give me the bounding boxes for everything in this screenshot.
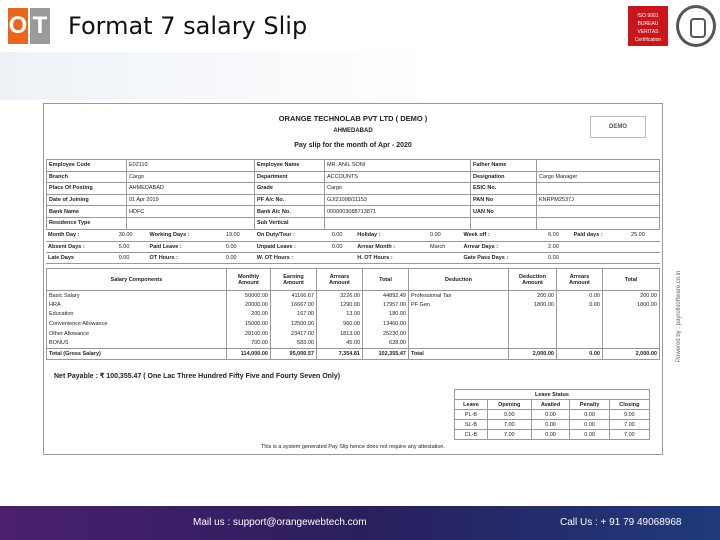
attendance-value: 2.00 <box>546 241 572 252</box>
salary-cell: 25230.00 <box>363 329 409 339</box>
attendance-value: 0.00 <box>224 241 255 252</box>
salary-cell: 180.00 <box>363 310 409 320</box>
info-value: 01 Apr 2019 <box>127 194 255 206</box>
salary-cell <box>557 310 603 320</box>
attendance-label: Arrear Days : <box>462 241 547 252</box>
system-generated-note: This is a system generated Pay Slip hence does not require any attestation. <box>260 444 446 450</box>
info-value <box>537 160 660 172</box>
salary-cell: 200.00 <box>227 310 271 320</box>
salary-cell: 628.00 <box>363 338 409 348</box>
attendance-row <box>46 230 660 241</box>
salary-total-cell: 0.00 <box>557 348 603 359</box>
attendance-label: OT Hours : <box>148 252 224 263</box>
leave-cell: 0.00 <box>531 410 570 420</box>
salary-cell: 700.00 <box>227 338 271 348</box>
attendance-value: 25.00 <box>629 230 660 241</box>
attendance-value <box>428 252 462 263</box>
info-label: Date of Joining <box>47 194 127 206</box>
salary-cell: 167.00 <box>271 310 317 320</box>
salary-cell: 960.00 <box>317 319 363 329</box>
phone-contact: Call Us : + 91 79 49068968 <box>560 517 682 528</box>
info-label <box>471 217 537 229</box>
salary-cell: Professional Tax <box>409 291 509 301</box>
leave-status-table <box>454 389 650 440</box>
salary-cell: 1800.00 <box>603 300 660 310</box>
company-logo <box>8 8 50 44</box>
leave-column-header: Opening <box>487 400 531 410</box>
info-label: Designation <box>471 171 537 183</box>
salary-cell: 583.00 <box>271 338 317 348</box>
info-value: GJ/21098/11153 <box>325 194 471 206</box>
salary-cell: 12500.00 <box>271 319 317 329</box>
salary-total-row <box>47 348 660 359</box>
salary-cell: 0.00 <box>557 291 603 301</box>
info-value <box>325 217 471 229</box>
salary-total-cell: Total (Gross Salary) <box>47 348 227 359</box>
salary-table <box>46 268 660 360</box>
leave-column-header: Leave <box>455 400 488 410</box>
salary-cell <box>409 310 509 320</box>
leave-row <box>455 420 650 430</box>
leave-row <box>455 430 650 440</box>
attendance-value <box>330 252 356 263</box>
bureau-veritas-seal-icon <box>676 5 716 47</box>
salary-column-header: Arrears Amount <box>317 269 363 291</box>
info-row <box>47 160 660 172</box>
salary-cell: 23417.00 <box>271 329 317 339</box>
info-value <box>537 217 660 229</box>
salary-cell: Education <box>47 310 227 320</box>
info-label: UAN No <box>471 206 537 218</box>
leave-cell: SL-B <box>455 420 488 430</box>
attendance-label <box>572 241 629 252</box>
salary-column-header: Deduction <box>409 269 509 291</box>
leave-cell: CL-B <box>455 430 488 440</box>
salary-cell: 20000.00 <box>227 300 271 310</box>
attendance-value: 0.00 <box>330 241 356 252</box>
attendance-value: 0.00 <box>224 252 255 263</box>
attendance-label: W. OT Hours : <box>255 252 330 263</box>
contact-bar <box>0 506 720 540</box>
attendance-label: Unpaid Leave : <box>255 241 330 252</box>
info-label: Branch <box>47 171 127 183</box>
info-value: ACCOUNTS <box>325 171 471 183</box>
attendance-value: 0.00 <box>428 230 462 241</box>
salary-cell: 1800.00 <box>509 300 557 310</box>
info-value: Cargo <box>127 171 255 183</box>
salary-cell <box>603 319 660 329</box>
info-value: MR. ANIL SONI <box>325 160 471 172</box>
salary-total-cell: Total <box>409 348 509 359</box>
leave-cell: 0.00 <box>570 410 609 420</box>
leave-cell: 9.00 <box>487 410 531 420</box>
salary-cell: 13.00 <box>317 310 363 320</box>
salary-cell: Other Allowance <box>47 329 227 339</box>
info-value: Cargo <box>325 183 471 195</box>
company-name: ORANGE TECHNOLAB PVT LTD ( DEMO ) <box>278 114 428 123</box>
info-value: KNRPM2537J <box>537 194 660 206</box>
info-row <box>47 194 660 206</box>
salary-cell: 0.00 <box>557 300 603 310</box>
attendance-value: 0.00 <box>546 252 572 263</box>
salary-column-header: Monthly Amount <box>227 269 271 291</box>
salary-cell: 13460.00 <box>363 319 409 329</box>
info-row <box>47 183 660 195</box>
leave-cell: 7.00 <box>609 420 649 430</box>
info-value: E02110 <box>127 160 255 172</box>
salary-cell: 45.00 <box>317 338 363 348</box>
salary-cell: 28100.00 <box>227 329 271 339</box>
salary-cell: 15000.00 <box>227 319 271 329</box>
slip-month-title: Pay slip for the month of Apr - 2020 <box>294 142 412 149</box>
leave-row <box>455 410 650 420</box>
salary-column-header: Total <box>363 269 409 291</box>
leave-status-title: Leave Status <box>455 390 650 400</box>
salary-total-cell: 102,355.47 <box>363 348 409 359</box>
attendance-value <box>629 241 660 252</box>
attendance-label: Paid days : <box>572 230 629 241</box>
salary-cell: Basic Salary <box>47 291 227 301</box>
attendance-table <box>46 230 660 264</box>
leave-cell: 0.00 <box>531 430 570 440</box>
salary-cell <box>509 319 557 329</box>
header <box>0 0 720 52</box>
info-label: Bank Name <box>47 206 127 218</box>
salary-total-cell: 2,000.00 <box>603 348 660 359</box>
mail-contact: Mail us : support@orangewebtech.com <box>193 517 367 528</box>
leave-cell: 0.00 <box>570 430 609 440</box>
attendance-value <box>629 252 660 263</box>
leave-column-header: Penalty <box>570 400 609 410</box>
attendance-value: 19.00 <box>224 230 255 241</box>
salary-cell: BONUS <box>47 338 227 348</box>
salary-cell: 44892.49 <box>363 291 409 301</box>
attendance-row <box>46 252 660 263</box>
attendance-value: 30.00 <box>117 230 148 241</box>
attendance-label: Month Day : <box>46 230 117 241</box>
salary-cell: 200.00 <box>603 291 660 301</box>
leave-cell: 7.00 <box>487 420 531 430</box>
leave-cell: 0.00 <box>570 420 609 430</box>
attendance-value: 5.00 <box>117 241 148 252</box>
salary-cell <box>509 338 557 348</box>
slip-logo: DEMO <box>590 116 646 138</box>
attendance-label: On Duty/Tour : <box>255 230 330 241</box>
attendance-label: H. OT Hours : <box>355 252 428 263</box>
info-label: Father Name <box>471 160 537 172</box>
info-label: Place Of Posting <box>47 183 127 195</box>
salary-cell <box>509 329 557 339</box>
attendance-label: Week off : <box>462 230 547 241</box>
salary-cell <box>409 338 509 348</box>
salary-cell: HRA <box>47 300 227 310</box>
attendance-label: Absent Days : <box>46 241 117 252</box>
salary-total-cell: 7,354.81 <box>317 348 363 359</box>
logo-letter-o: O <box>8 8 28 44</box>
info-value <box>537 206 660 218</box>
salary-cell <box>409 319 509 329</box>
attendance-value: March <box>428 241 462 252</box>
attendance-label: Arrear Month : <box>355 241 428 252</box>
info-value: HDFC <box>127 206 255 218</box>
salary-column-header: Arrears Amount <box>557 269 603 291</box>
company-city: AHMEDABAD <box>333 128 373 134</box>
info-label: Bank A/c No. <box>255 206 325 218</box>
salary-cell: 17957.00 <box>363 300 409 310</box>
leave-cell: 9.00 <box>609 410 649 420</box>
info-label: Employee Name <box>255 160 325 172</box>
info-row <box>47 217 660 229</box>
info-value: AHMEDABAD <box>127 183 255 195</box>
leave-column-header: Closing <box>609 400 649 410</box>
net-payable: Net Payable : ₹ 100,355.47 ( One Lac Three Hundred Fifty Five and Fourty Seven Only) <box>54 373 341 380</box>
salary-total-cell: 114,000.00 <box>227 348 271 359</box>
salary-row <box>47 338 660 348</box>
info-label: Residence Type <box>47 217 127 229</box>
salary-cell: 1290.00 <box>317 300 363 310</box>
info-value <box>537 183 660 195</box>
salary-cell <box>603 338 660 348</box>
salary-cell <box>603 329 660 339</box>
salary-row <box>47 319 660 329</box>
salary-cell <box>557 338 603 348</box>
salary-cell <box>557 319 603 329</box>
salary-column-header: Total <box>603 269 660 291</box>
attendance-label <box>572 252 629 263</box>
salary-row <box>47 329 660 339</box>
info-value: Cargo Manager <box>537 171 660 183</box>
salary-cell <box>509 310 557 320</box>
salary-total-cell: 95,000.57 <box>271 348 317 359</box>
info-label: Employee Code <box>47 160 127 172</box>
decorative-band <box>0 52 720 100</box>
salary-total-cell: 2,000.00 <box>509 348 557 359</box>
attendance-row <box>46 241 660 252</box>
leave-cell: PL-B <box>455 410 488 420</box>
info-label: PF A/c No. <box>255 194 325 206</box>
leave-cell: 7.00 <box>609 430 649 440</box>
attendance-label: Gate Pass Days : <box>462 252 547 263</box>
info-label: Department <box>255 171 325 183</box>
salary-row <box>47 310 660 320</box>
page-title: Format 7 salary Slip <box>68 12 308 40</box>
employee-info-table <box>46 159 660 230</box>
powered-by-note: Powered by : payrollsoftware.co.in <box>676 270 682 362</box>
salary-cell: 200.00 <box>509 291 557 301</box>
salary-cell: 41166.67 <box>271 291 317 301</box>
salary-column-header: Earning Amount <box>271 269 317 291</box>
leave-cell: 7.00 <box>487 430 531 440</box>
leave-cell: 0.00 <box>531 420 570 430</box>
attendance-label: Holiday : <box>355 230 428 241</box>
salary-cell: 3226.00 <box>317 291 363 301</box>
info-value <box>127 217 255 229</box>
salary-row <box>47 300 660 310</box>
salary-column-header: Deduction Amount <box>509 269 557 291</box>
salary-cell <box>603 310 660 320</box>
info-value: 0000003088713871 <box>325 206 471 218</box>
info-label: ESIC No. <box>471 183 537 195</box>
salary-cell: PF Gen <box>409 300 509 310</box>
attendance-label: Paid Leave : <box>148 241 224 252</box>
salary-row <box>47 291 660 301</box>
attendance-label: Late Days <box>46 252 117 263</box>
salary-cell: 1813.00 <box>317 329 363 339</box>
attendance-label: Working Days : <box>148 230 224 241</box>
attendance-value: 0.00 <box>330 230 356 241</box>
salary-cell <box>557 329 603 339</box>
salary-cell: 50000.00 <box>227 291 271 301</box>
attendance-value: 6.00 <box>546 230 572 241</box>
info-label: PAN No <box>471 194 537 206</box>
logo-letter-t: T <box>30 8 50 44</box>
attendance-value: 0.00 <box>117 252 148 263</box>
info-row <box>47 171 660 183</box>
salary-cell <box>409 329 509 339</box>
info-row <box>47 206 660 218</box>
salary-slip <box>43 103 663 455</box>
info-label: Grade <box>255 183 325 195</box>
salary-cell: 16667.00 <box>271 300 317 310</box>
salary-column-header: Salary Components <box>47 269 227 291</box>
salary-cell: Convenience Allowance <box>47 319 227 329</box>
leave-column-header: Availed <box>531 400 570 410</box>
info-label: Sub Vertical <box>255 217 325 229</box>
certification-badge: ISO 9001 BUREAU VERITAS Certification <box>628 6 668 46</box>
